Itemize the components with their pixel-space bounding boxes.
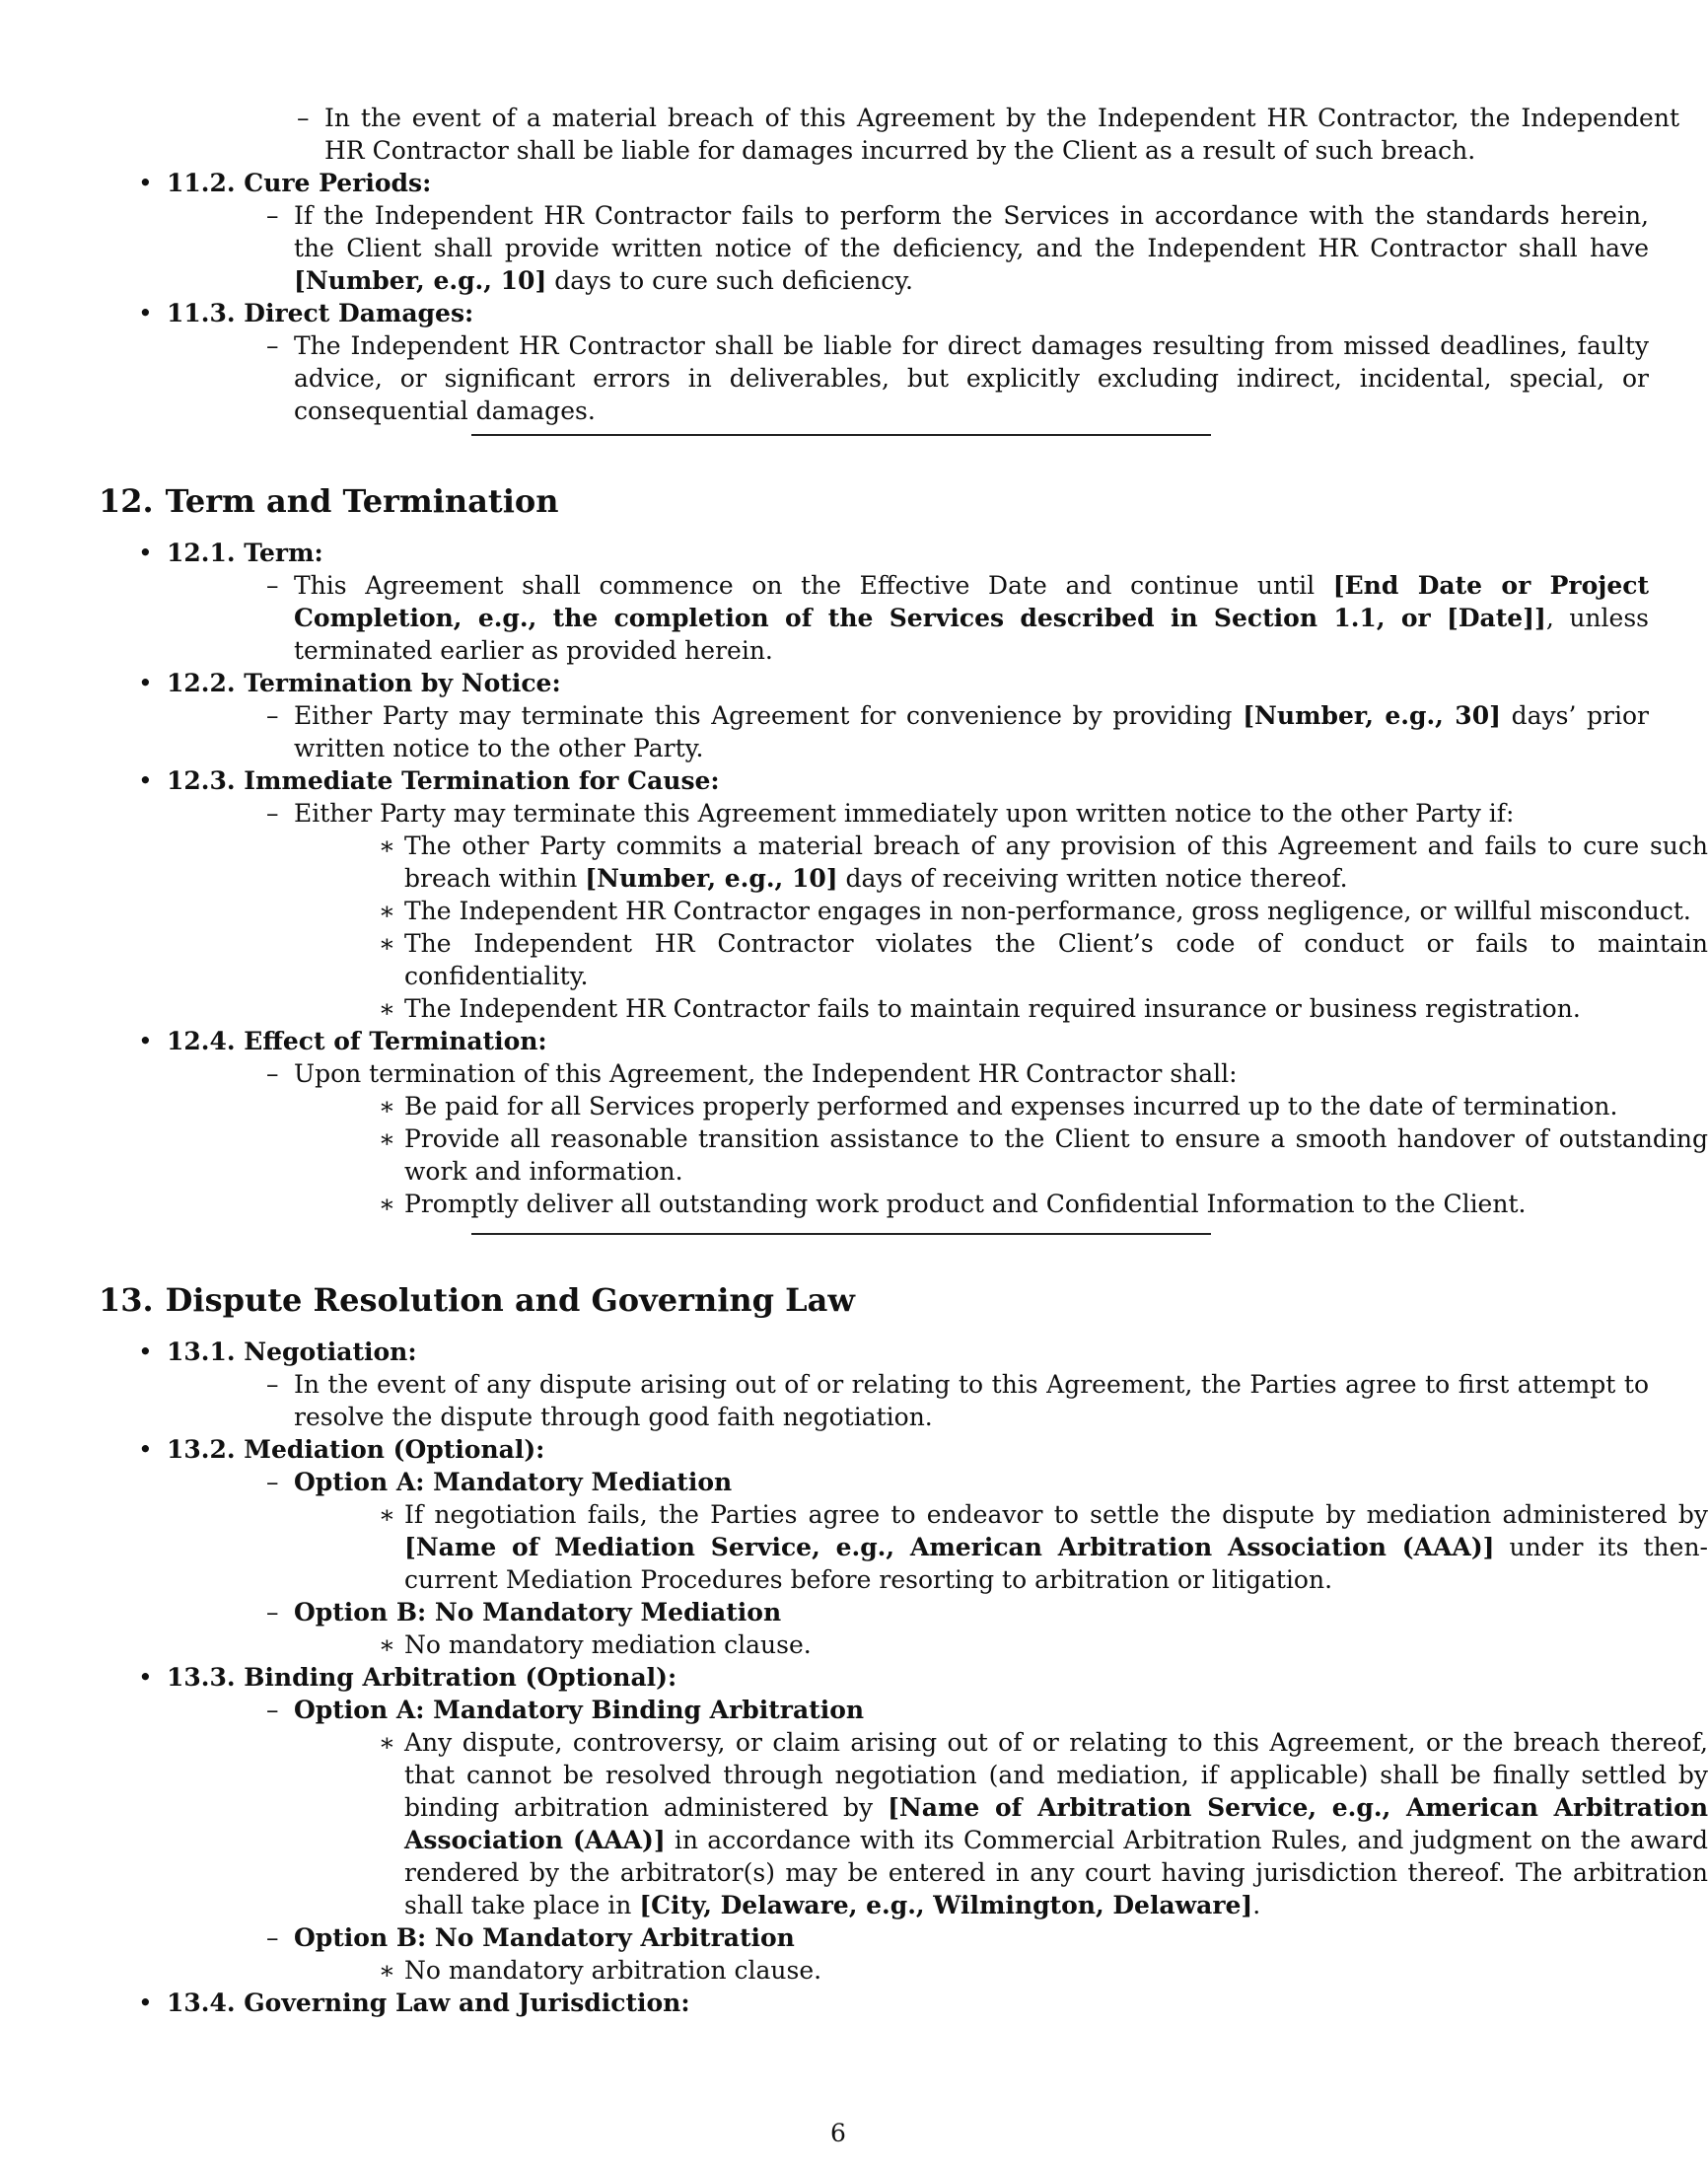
paragraph: Upon termination of this Agreement, the Independent HR Contractor shall: (294, 1059, 1238, 1088)
clause-label: 13.1. Negotiation: (167, 1338, 417, 1366)
page-number: 6 (830, 2119, 846, 2147)
list-item-12-1 (99, 537, 1676, 667)
star-marker: ∗ (379, 1190, 395, 1218)
option-item (235, 1466, 1708, 1596)
paragraph: Either Party may terminate this Agreement for convenience by providing [Number, e.g., 30] days’ prior written notice to the other Party. (294, 701, 1649, 762)
bullet-marker: • (138, 539, 153, 567)
list-item-13-1 (99, 1336, 1676, 1433)
star-marker: ∗ (379, 1956, 395, 1985)
paragraph: Be paid for all Services properly performed and expenses incurred up to the date of termination. (404, 1092, 1618, 1121)
section-13-body (0, 1336, 1708, 2019)
clause-label: 13.2. Mediation (Optional): (167, 1435, 545, 1464)
bullet-marker: • (138, 1027, 153, 1055)
star-marker: ∗ (379, 994, 395, 1023)
dash-marker: – (266, 1468, 279, 1496)
option-label: Option B: No Mandatory Mediation (294, 1598, 782, 1627)
option-item (235, 1921, 1676, 1987)
list-item (265, 102, 1679, 167)
dash-marker: – (266, 201, 279, 230)
list-item (235, 1368, 1676, 1433)
bullet-marker: • (138, 1338, 153, 1366)
paragraph: In the event of any dispute arising out of or relating to this Agreement, the Parties agree to first attempt to resolve the dispute through good faith negotiation. (294, 1370, 1649, 1431)
paragraph: Either Party may terminate this Agreement immediately upon written notice to the other Party if: (294, 799, 1515, 828)
list-item-13-4 (99, 1987, 1676, 2019)
paragraph: No mandatory mediation clause. (404, 1630, 812, 1659)
list-item (235, 1057, 1708, 1220)
dash-marker: – (266, 1370, 279, 1399)
section-13 (0, 1280, 1676, 1320)
paragraph: No mandatory arbitration clause. (404, 1956, 822, 1985)
paragraph: The Independent HR Contractor shall be liable for direct damages resulting from missed deadlines, faulty advice, or significant errors in deliverables, but explicitly excluding indirect, incidental, special, or consequential damages. (294, 331, 1649, 425)
sub-item (353, 1628, 1676, 1661)
option-label: Option B: No Mandatory Arbitration (294, 1923, 795, 1952)
clause-label: 11.3. Direct Damages: (167, 299, 474, 327)
divider (0, 434, 1676, 436)
paragraph: If negotiation fails, the Parties agree to endeavor to settle the dispute by mediation administered by [Name of Mediation Service, e.g., American Arbitration Association (AAA)] under its then-current Mediation Procedures before resorting to arbitration or litigation. (404, 1500, 1708, 1594)
section-heading: 12. Term and Termination (99, 482, 559, 520)
section-11-continuation (0, 102, 1679, 427)
bullet-marker: • (138, 766, 153, 795)
divider (0, 1233, 1676, 1235)
star-marker: ∗ (379, 929, 395, 958)
bullet-marker: • (138, 1989, 153, 2017)
paragraph: The other Party commits a material breach of any provision of this Agreement and fails to cure such breach within [Number, e.g., 10] days of receiving written notice thereof. (404, 832, 1708, 893)
clause-label: 12.1. Term: (167, 539, 323, 567)
option-label: Option A: Mandatory Binding Arbitration (294, 1696, 865, 1724)
sub-item (353, 1726, 1708, 1921)
bullet-marker: • (138, 1663, 153, 1692)
clause-label: 13.3. Binding Arbitration (Optional): (167, 1663, 677, 1692)
list-item (235, 199, 1676, 297)
bullet-marker: • (138, 169, 153, 197)
sub-item (353, 1498, 1708, 1596)
dash-marker: – (266, 1059, 279, 1088)
list-item-13-2 (99, 1433, 1708, 1661)
list-item-12-4 (99, 1025, 1708, 1220)
dash-marker: – (266, 1598, 279, 1627)
dash-marker: – (266, 799, 279, 828)
clause-label: 12.3. Immediate Termination for Cause: (167, 766, 720, 795)
paragraph: Any dispute, controversy, or claim arising out of or relating to this Agreement, or the breach thereof, that cannot be resolved through negotiation (and mediation, if applicable) shall be finally settled by binding arbitration administered by [Name of Arbitration Service, e.g., American Arbitration Association (AAA)] in accordance with its Commercial Arbitration Rules, and judgment on the award rendered by the arbitrator(s) may be entered in any court having jurisdiction thereof. The arbitration shall take place in [City, Delaware, e.g., Wilmington, Delaware]. (404, 1728, 1708, 1919)
clause-label: 11.2. Cure Periods: (167, 169, 432, 197)
bullet-marker: • (138, 669, 153, 697)
sub-item (353, 1188, 1676, 1220)
star-marker: ∗ (379, 897, 395, 925)
sub-item (353, 895, 1691, 927)
sub-item (353, 1954, 1676, 1987)
section-12 (0, 481, 1676, 521)
paragraph: The Independent HR Contractor violates the Client’s code of conduct or fails to maintain confidentiality. (404, 929, 1708, 990)
option-item (235, 1596, 1676, 1661)
paragraph: If the Independent HR Contractor fails to perform the Services in accordance with the standards herein, the Client shall provide written notice of the deficiency, and the Independent HR Contractor shall have [Number, e.g., 10] days to cure such deficiency. (294, 201, 1649, 295)
list-item (235, 569, 1676, 667)
option-item (235, 1694, 1708, 1921)
paragraph: In the event of a material breach of this Agreement by the Independent HR Contractor, the Independent HR Contractor shall be liable for damages incurred by the Client as a result of such breach. (324, 104, 1679, 165)
bullet-marker: • (138, 1435, 153, 1464)
star-marker: ∗ (379, 1092, 395, 1121)
paragraph: This Agreement shall commence on the Effective Date and continue until [End Date or Project Completion, e.g., the completion of the Services described in Section 1.1, or [Date]], unless terminated earlier as provided herein. (294, 571, 1650, 665)
paragraph: Provide all reasonable transition assistance to the Client to ensure a smooth handover of outstanding work and information. (404, 1124, 1708, 1186)
list-item (235, 329, 1676, 427)
sub-item (353, 830, 1708, 895)
clause-label: 12.4. Effect of Termination: (167, 1027, 547, 1055)
option-label: Option A: Mandatory Mediation (294, 1468, 733, 1496)
list-item-12-2 (99, 667, 1676, 764)
star-marker: ∗ (379, 1728, 395, 1757)
sub-item (353, 927, 1708, 992)
star-marker: ∗ (379, 1500, 395, 1529)
paragraph: The Independent HR Contractor engages in non-performance, gross negligence, or willful misconduct. (404, 897, 1691, 925)
list-item-13-3 (99, 1661, 1708, 1987)
paragraph: Promptly deliver all outstanding work product and Confidential Information to the Client. (404, 1190, 1527, 1218)
section-12-body (0, 537, 1708, 1220)
list-item-11-2 (99, 167, 1676, 297)
list-item (235, 699, 1676, 764)
star-marker: ∗ (379, 832, 395, 860)
list-item-11-3 (99, 297, 1676, 427)
sub-item (353, 992, 1676, 1025)
dash-marker: – (297, 104, 310, 132)
dash-marker: – (266, 701, 279, 730)
dash-marker: – (266, 1696, 279, 1724)
bullet-marker: • (138, 299, 153, 327)
dash-marker: – (266, 331, 279, 360)
paragraph: The Independent HR Contractor fails to maintain required insurance or business registration. (404, 994, 1581, 1023)
list-item (235, 797, 1708, 1025)
list-item-12-3 (99, 764, 1708, 1025)
section-heading: 13. Dispute Resolution and Governing Law (99, 1281, 855, 1319)
star-marker: ∗ (379, 1124, 395, 1153)
sub-item (353, 1090, 1676, 1122)
dash-marker: – (266, 571, 279, 600)
star-marker: ∗ (379, 1630, 395, 1659)
dash-marker: – (266, 1923, 279, 1952)
clause-label: 12.2. Termination by Notice: (167, 669, 561, 697)
sub-item (353, 1122, 1708, 1188)
clause-label: 13.4. Governing Law and Jurisdiction: (167, 1989, 690, 2017)
